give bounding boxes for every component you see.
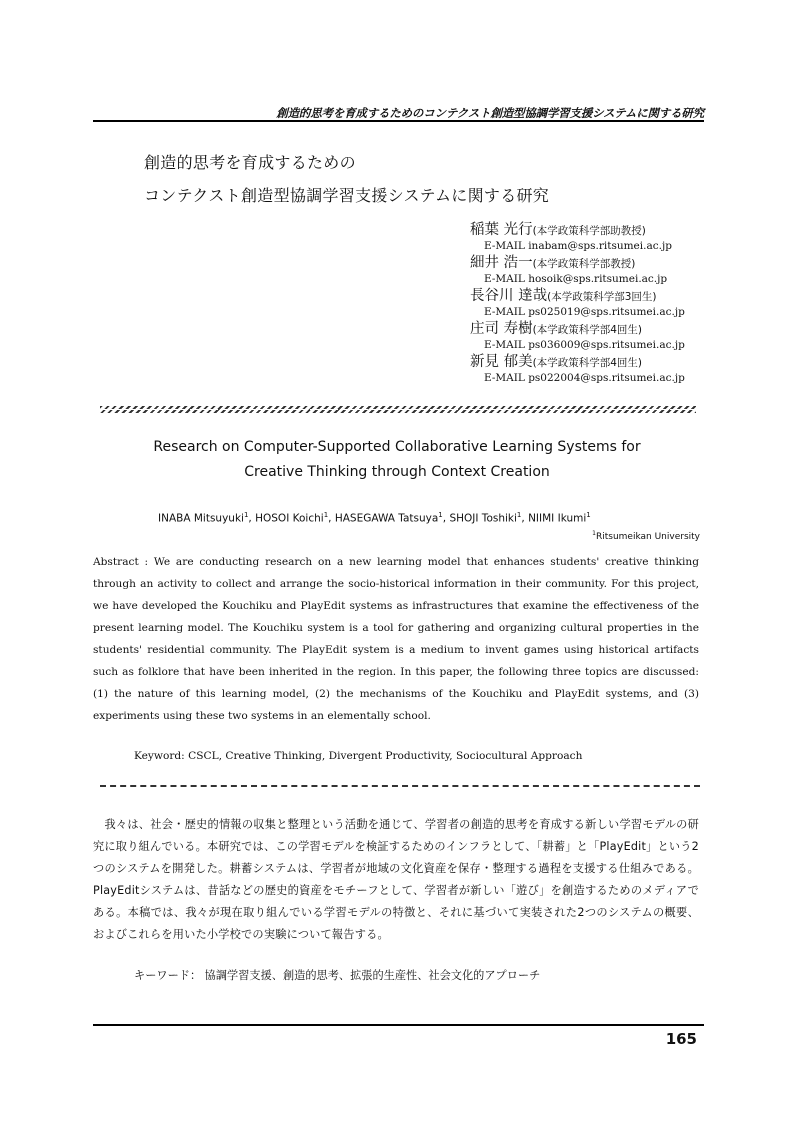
japanese-abstract [93,814,699,946]
author-name [470,320,710,338]
affiliation-marker: 1 [243,511,249,519]
author-affiliation: (本学政策科学部3回生) [547,291,657,303]
english-abstract [93,551,699,727]
abstract-label: Abstract : [93,556,149,568]
affiliation-marker: 1 [586,511,591,519]
dashed-divider [100,785,700,787]
header-rule [93,120,704,122]
author-name-text: 細井 浩一 [470,255,533,271]
author-email: E-MAIL inabam@sps.ritsumei.ac.jp [484,240,672,252]
author-name [470,221,710,239]
page-number: 165 [665,1030,697,1048]
author-email: E-MAIL hosoik@sps.ritsumei.ac.jp [484,273,668,285]
en-author: INABA Mitsuyuki [158,512,244,525]
abstract-text: We are conducting research on a new learning model that enhances students' creative thinking through an activity to collect and arrange the socio-historical information in their community. For this project, we have developed the Kouchiku and PlayEdit systems as infrastructures that examine the effectiveness of the present learning model. The Kouchiku system is a tool for gathering and organizing cultural properties in the students' residential community. The PlayEdit system is a medium to invent games using historical artifacts such as folklore that have been inherited in the region. In this paper, the following three topics are discussed: (1) the nature of this learning model, (2) the mechanisms of the Kouchiku and PlayEdit systems, and (3) experiments using these two systems in an elementally school. [93,556,700,722]
author-list [470,221,710,386]
english-keywords: Keyword: CSCL, Creative Thinking, Divergent Productivity, Sociocultural Approach [134,750,583,762]
author-affiliation: (本学政策科学部4回生) [532,324,642,336]
author-affiliation: (本学政策科学部教授) [532,258,636,270]
en-author: SHOJI Toshiki [449,512,517,525]
affiliation-marker: 1 [323,511,329,519]
en-author: HASEGAWA Tatsuya [334,512,439,525]
author-email: E-MAIL ps022004@sps.ritsumei.ac.jp [484,372,685,384]
jp-title-line-2: コンテクスト創造型協調学習支援システムに関する研究 [144,186,550,205]
affiliation-marker: 1 [438,511,443,519]
author-affiliation: (本学政策科学部助教授) [532,225,646,237]
footer-rule [93,1024,704,1026]
author-name-text: 新見 郁美 [470,354,533,370]
author-name [470,353,710,371]
author-name-text: 庄司 寿樹 [470,321,533,337]
en-title-line-2: Creative Thinking through Context Creation [244,464,550,480]
en-author: NIIMI Ikumi [528,512,587,525]
japanese-keywords: キーワード： 協調学習支援、創造的思考、拡張的生産性、社会文化的アプローチ [134,969,541,982]
jp-abstract-text: 我々は、社会・歴史的情報の収集と整理という活動を通じて、学習者の創造的思考を育成する新しい学習モデルの研究に取り組んでいる。本研究では、この学習モデルを検証するためのインフラとして、「耕蓄」と「PlayEdit」という2つのシステムを開発した。耕蓄システムは、学習者が地域の文化資産を保存・整理する過程を支援する仕組みである。PlayEditシステムは、昔話などの歴史的資産をモチーフとして、学習者が新しい「遊び」を創造するためのメディアである。本稿では、我々が現在取り組んでいる学習モデルの特徴と、それに基づいて実装された2つのシステムの概要、およびこれらを用いた小学校での実験について報告する。 [93,818,699,941]
affiliation-marker: 1 [592,530,596,537]
author-name [470,287,710,305]
author-email: E-MAIL ps025019@sps.ritsumei.ac.jp [484,306,685,318]
en-title-line-1: Research on Computer-Supported Collaborative Learning Systems for [153,439,641,455]
en-author: HOSOI Koichi [255,512,324,525]
en-affiliation [400,530,700,542]
author-email: E-MAIL ps036009@sps.ritsumei.ac.jp [484,339,685,351]
jp-title-line-1: 創造的思考を育成するための [144,153,356,172]
running-header: 創造的思考を育成するためのコンテクスト創造型協調学習支援システムに関する研究 [276,106,704,120]
en-author-list: INABA Mitsuyuki$^1$, HOSOI Koichi$^1$, HASEGAWA Tatsuya$^1$, SHOJI Toshiki$^1$, NIIMI Ikumi$^1$ [158,511,591,525]
author-name-text: 稲葉 光行 [470,222,533,238]
author-name [470,254,710,272]
author-name-text: 長谷川 達哉 [470,288,548,304]
en-affiliation-text: Ritsumeikan University [595,532,700,542]
decorative-divider [100,406,696,413]
author-affiliation: (本学政策科学部4回生) [532,357,642,369]
affiliation-marker: 1 [516,511,522,519]
